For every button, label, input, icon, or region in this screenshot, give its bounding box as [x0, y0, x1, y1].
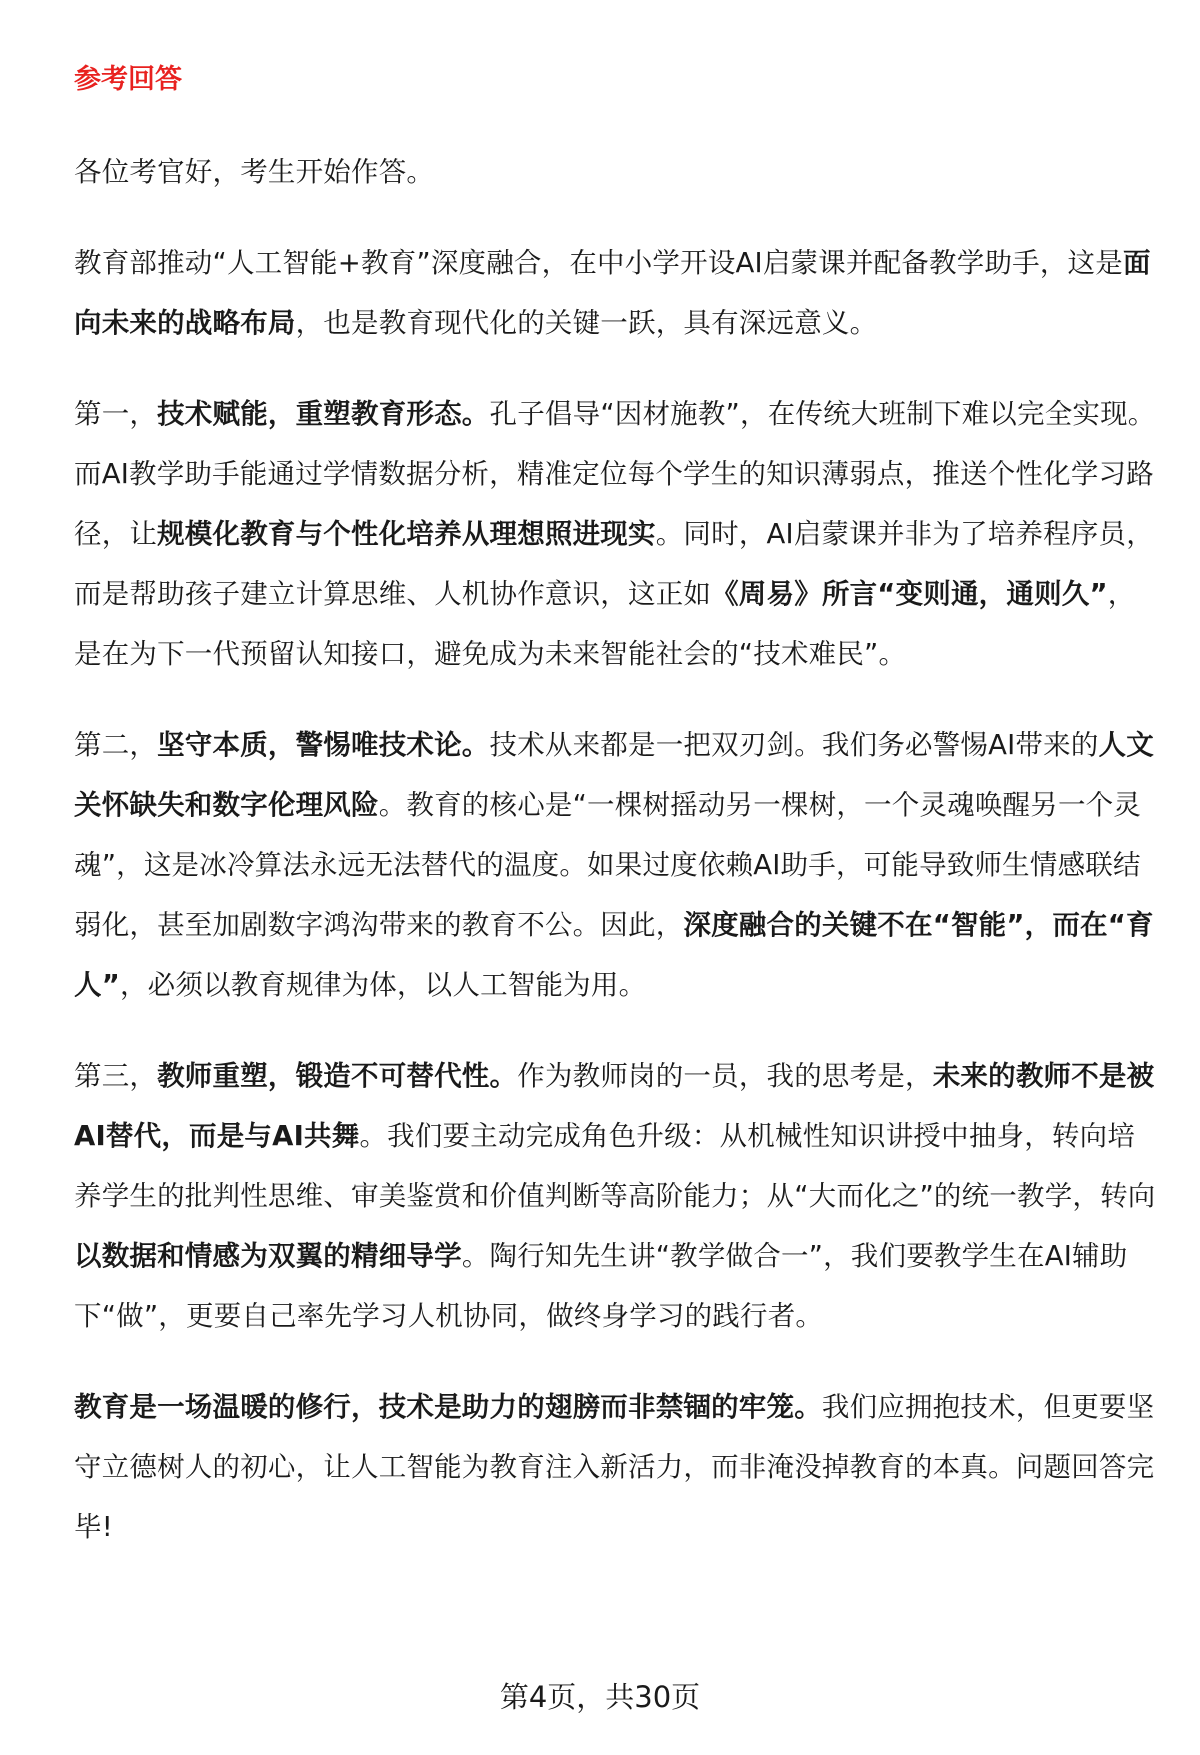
paragraph	[74, 233, 1156, 353]
paragraph	[74, 1377, 1156, 1557]
body-text: 技术从来都是一把双刃剑。我们务必警惕AI带来的	[489, 729, 1099, 761]
body-text: ，是在为下一代预留认知接口，避免成为未来智能社会的“技术难民”。	[74, 578, 1136, 670]
body-text: 。教育的核心是“一棵树摇动另一棵树，一个灵魂唤醒另一个灵魂”，这是冰冷算法永远无法替代的温度。如果过度依赖AI助手，可能导致师生情感联结弱化，甚至加剧数字鸿沟带来的教育不公。因此，	[74, 789, 1142, 941]
body-text: 第一，	[74, 398, 158, 430]
paragraph	[74, 384, 1156, 684]
emphasis-text: 《周易》所言“变则通，通则久”	[711, 578, 1108, 610]
emphasis-text: 规模化教育与个性化培养从理想照进现实	[157, 518, 656, 550]
answer-text	[74, 142, 1156, 1557]
emphasis-text: 技术赋能，重塑教育形态。	[157, 398, 490, 430]
emphasis-text: 教师重塑，锻造不可替代性。	[157, 1060, 518, 1092]
body-text: 第二，	[74, 729, 158, 761]
emphasis-text: 教育是一场温暖的修行，技术是助力的翅膀而非禁锢的牢笼。	[74, 1391, 822, 1423]
section-heading: 参考回答	[74, 64, 182, 95]
document-body	[74, 58, 1156, 1588]
body-text: ，必须以教育规律为体，以人工智能为用。	[119, 969, 647, 1001]
body-text: 各位考官好，考生开始作答。	[74, 156, 435, 188]
body-text: ，也是教育现代化的关键一跃，具有深远意义。	[295, 307, 878, 339]
body-text: 孔子倡导“因材施教”，在传统大班制下难以完全实现。而AI教学助手能通过学情数据分析，精准定位每个学生的知识薄弱点，推送个性化学习路径，让	[74, 398, 1156, 550]
emphasis-text: 以数据和情感为双翼的精细导学	[74, 1240, 462, 1272]
paragraph	[74, 1046, 1156, 1346]
page-number: 第4页，共30页	[499, 1680, 701, 1714]
emphasis-text: 深度融合的关键不在“智能”，而在“育人”	[74, 909, 1154, 1001]
paragraph	[74, 715, 1156, 1015]
body-text: 。同时，AI启蒙课并非为了培养程序员，而是帮助孩子建立计算思维、人机协作意识，这正如	[74, 518, 1154, 610]
body-text: 。陶行知先生讲“教学做合一”，我们要教学生在AI辅助下“做”，更要自己率先学习人机协同，做终身学习的践行者。	[74, 1240, 1128, 1332]
emphasis-text: 未来的教师不是被AI替代，而是与AI共舞	[74, 1060, 1155, 1152]
body-text: 教育部推动“人工智能+教育”深度融合，在中小学开设AI启蒙课并配备教学助手，这是	[74, 247, 1123, 279]
emphasis-text: 坚守本质，警惕唯技术论。	[157, 729, 490, 761]
paragraph	[74, 142, 1156, 202]
body-text: 。我们要主动完成角色升级：从机械性知识讲授中抽身，转向培养学生的批判性思维、审美鉴赏和价值判断等高阶能力；从“大而化之”的统一教学，转向	[74, 1120, 1156, 1212]
body-text: 作为教师岗的一员，我的思考是，	[517, 1060, 933, 1092]
emphasis-text: 人文关怀缺失和数字伦理风险	[74, 729, 1154, 821]
body-text: 我们应拥抱技术，但更要坚守立德树人的初心，让人工智能为教育注入新活力，而非淹没掉教育的本真。问题回答完毕!	[74, 1391, 1155, 1543]
emphasis-text: 面向未来的战略布局	[74, 247, 1151, 339]
body-text: 第三，	[74, 1060, 158, 1092]
